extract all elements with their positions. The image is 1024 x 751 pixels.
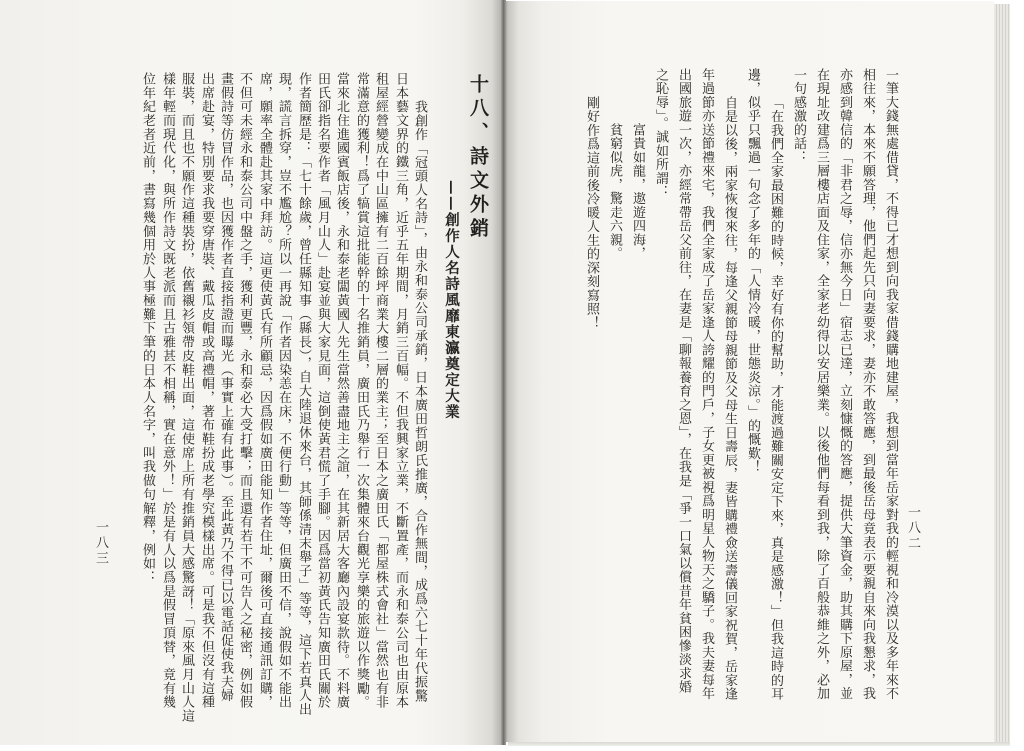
left-page (0, 0, 504, 745)
text-column: 現，謊言拆穿，豈不尷尬？所以一再說「作者因染恙在床，不便行動」等等，但廣田不信，說假如不能出 (276, 72, 291, 710)
text-column: 剛好作爲這前後冷暖人生的深刻寫照！ (584, 96, 599, 330)
text-column: 田氏卻指名要作者「風月山人」赴宴並與大家見面，這倒使黃君慌了手腳。因爲當初黃氏告知廣田氏關於 (315, 72, 330, 710)
text-column: 「在我們全家最困難的時候，幸好有你的幫助，才能渡過難關安定下來，真是感激！」但我這時的耳 (768, 96, 783, 701)
text-column: 位年紀老者近前，書寫幾個用於人事極難下筆的日本人名字，叫我做句解釋，例如： (140, 72, 155, 585)
text-column: 之恥辱」。誠如所謂： (653, 68, 668, 199)
text-column: 服裝，而且也不願作這種裝扮，依舊襯衫領帶皮鞋出面，這使席上所有推銷員大感驚訝！「原來風月山人這 (179, 72, 194, 723)
text-column: 租屋經營變成在中山區擁有二百餘坪商業大樓二層的業主；至日本之廣田氏「都屋株式會社」當然也有非 (373, 72, 388, 710)
text-column: 邊，似乎只飄過一句念了多年的「人情冷暖，世態炎涼。」的慨歎！ (745, 68, 760, 474)
text-column: 自是以後，兩家恢復來往，每逢父親節母親節及父母生日壽辰，妻皆購禮僉送壽儀回家祝賀，岳家逢 (722, 96, 737, 701)
text-column: 常滿意的獲利！爲了犒賞這批能幹的十名推銷員，廣田氏乃舉行一次集體來台觀光享樂的旅遊以作獎勵。 (354, 72, 369, 710)
text-column: 樣年輕而現代化，與所作詩文既老派而且古雅甚不相稱，實在意外！」於是有人以爲是假冒頂替，竟有幾 (160, 72, 175, 710)
text-column: 出席赴宴，特別要求我要穿唐裝、戴瓜皮帽或高禮帽，著布鞋扮成老學究模樣出席。可是我不但沒有這種 (199, 72, 214, 710)
text-column: 不但可未經永和泰公司中盤之手，獲利更豐，永和泰必大受打擊；而且還有若干不可告人之秘密，例如假 (237, 72, 252, 710)
text-column: 畫假詩等仿冒作品，也因獲作者直接指證而曝光（事實上確有此事）。至此黃乃不得已以電話促使我夫婦 (218, 72, 233, 703)
page-number-left: 一八三 (93, 520, 108, 567)
text-column: 亦感到韓信的「非君之辱，信亦無今日」宿志已達，立刻慷慨的答應，提供大筆資金，助其購下原屋，並 (837, 68, 852, 701)
page-edges (994, 4, 1010, 745)
text-column: 年過節亦送節禮來宅，我們全家成了岳家逢人誇耀的門戶，子女更被視爲明星人物天之驕子。我夫妻每年 (699, 68, 714, 701)
text-column: 日本藝文界的鐵三角，近乎五年期間，月銷三百幅。不但我興家立業，不斷置產，而永和泰公司也由原本 (393, 72, 408, 710)
text-column: 在現址改建爲三層樓店面及住家，全家老幼得以安居樂業。以後他們每看到我，除了百般恭維之外，必加 (814, 68, 829, 701)
book-gutter (501, 0, 506, 745)
chapter-title: 十八、詩文外銷 (467, 74, 489, 242)
poem-line: 富貴如龍，遨遊四海， (630, 123, 645, 261)
text-column: 我創作「冠頭人名詩」，由永和泰公司承銷，日本廣田哲朗氏推廣，合作無間，成爲六七十年代振驚 (412, 100, 427, 703)
text-column: 相往來，本來不願答理，他們起先只向妻要求，妻亦不敢答應，到最後岳母竟表示要親自來向我懇求，我 (860, 68, 875, 701)
text-column: 一句感激的話： (791, 68, 806, 165)
text-column: 一筆大錢無處借貸，不得已才想到向我家借錢購地建屋，我想到當年岳家對我的輕視和冷漠以及多年來不 (883, 68, 898, 701)
text-column: 作者簡歷是：「七十餘歲，曾任縣知事（縣長），自大陸退休來台，其師係清末舉子」等等，這下若真人出 (296, 72, 311, 717)
poem-line: 貧窮似虎，驚走六親。 (607, 123, 622, 261)
text-column: 出國旅遊一次，亦經常帶岳父前往，在妻是「聊報養育之恩」，在我是「爭一口氣以償昔年貧困慘淡求婚 (676, 68, 691, 694)
page-edges-bottom (508, 742, 1010, 746)
text-column: 席，願率全體赴其家中拜訪。這更使黃氏有所顧忌，因爲假如廣田能知作者住址，爾後可直接通訊訂購， (257, 72, 272, 710)
text-column: 當來北住進國賓飯店後，永和泰老闆黃國人先生當然善盡地主之誼，在其新居大客廳內設宴款待。不料廣 (334, 72, 349, 710)
chapter-subtitle: ——創作人名詩風靡東瀛奠定大業 (443, 180, 460, 420)
page-number-right: 一八二 (905, 505, 920, 552)
